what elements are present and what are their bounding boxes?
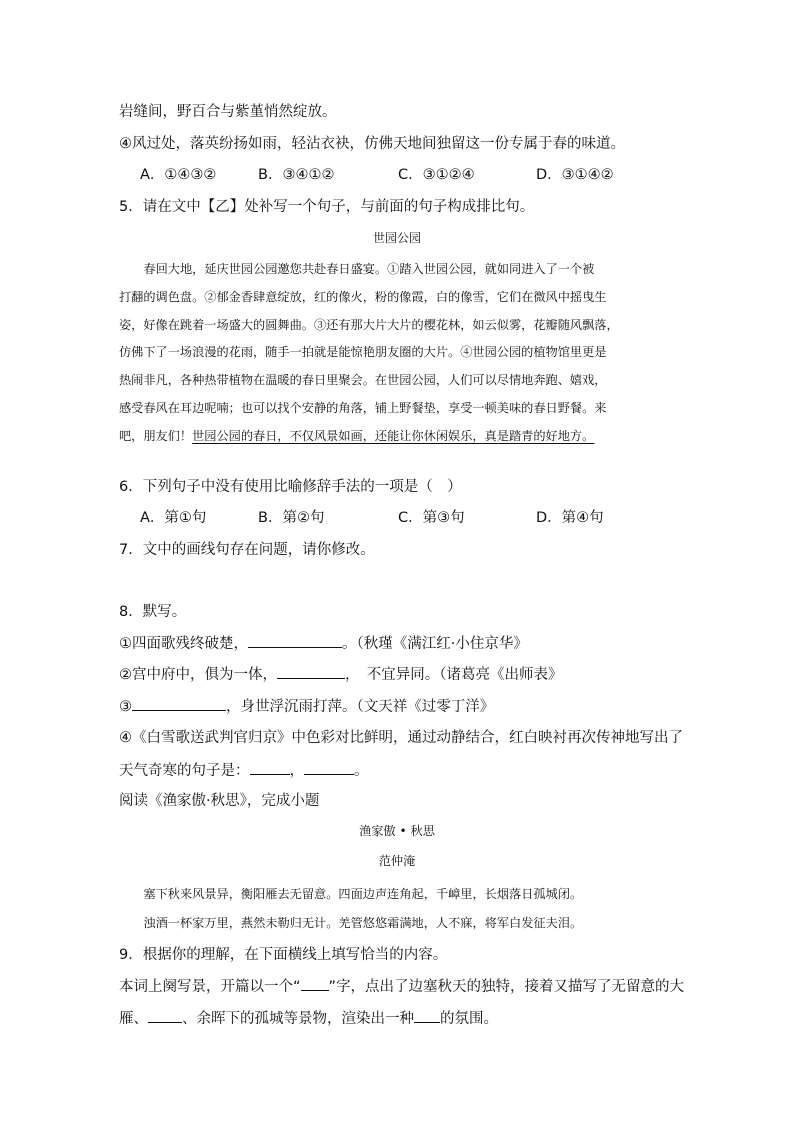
text: ①四面歌残终破楚， [119, 636, 248, 652]
reading-intro: 阅读《渔家傲·秋思》，完成小题 [119, 793, 320, 809]
option-b: B．③④①② [258, 167, 335, 183]
q8-item-a [119, 633, 528, 654]
question-9: 9．根据你的理解，在下面横线上填写恰当的内容。 [119, 947, 448, 963]
text: 本词上阕写景，开篇以一个“ [119, 979, 301, 995]
option-c: C．③①②④ [398, 167, 475, 183]
poem-title: 渔家傲 • 秋思 [359, 824, 435, 838]
question-5: 5．请在文中【乙】处补写一个句子，与前面的句子构成排比句。 [119, 199, 535, 215]
option-a: A．①④③② [140, 167, 217, 183]
text: 的氛围。 [440, 1011, 498, 1027]
question-7: 7．文中的画线句存在问题，请你修改。 [119, 542, 375, 558]
text: 雁、 [119, 1011, 148, 1027]
answer-blank[interactable] [414, 1008, 440, 1023]
answer-blank[interactable] [301, 976, 329, 991]
option-d: D．③①④② [536, 167, 614, 183]
passage-line: 春回大地，延庆世园公园邀您共赴春日盛宴。①踏入世园公园，就如同进入了一个被 [143, 262, 595, 276]
answer-blank[interactable] [248, 633, 342, 648]
poem-author: 范仲淹 [378, 854, 416, 868]
answer-blank[interactable] [277, 664, 345, 679]
passage-line: 打翻的调色盘。②郁金香肆意绽放，红的像火，粉的像霞，白的像雪，它们在微风中摇曳生 [119, 289, 607, 304]
passage-text: 吧，朋友们！ [119, 428, 193, 443]
passage-line [119, 423, 675, 451]
answer-blank[interactable] [148, 1008, 182, 1023]
text: 天气奇寒的句子是： [119, 763, 250, 779]
option-a: A．第①句 [140, 510, 207, 526]
poem-line: 塞下秋来风景异，衡阳雁去无留意。四面边声连角起，千嶂里，长烟落日孤城闭。 [143, 887, 583, 901]
answer-blank[interactable] [250, 760, 290, 775]
passage-line: 热闹非凡，各种热带植物在温暖的春日里聚会。在世园公园，人们可以尽情地奔跑、嬉戏， [119, 373, 607, 388]
text: ， [289, 763, 304, 779]
answer-blank[interactable] [304, 760, 354, 775]
q9-line-1 [119, 976, 684, 997]
option-c: C．第③句 [398, 510, 465, 526]
q8-item-c [119, 696, 494, 717]
text-line: 岩缝间，野百合与紫堇悄然绽放。 [119, 104, 337, 120]
question-8-title: 8．默写。 [119, 604, 187, 620]
passage-body [119, 256, 675, 451]
question-6: 6．下列句子中没有使用比喻修辞手法的一项是（ ） [119, 479, 462, 495]
option-b: B．第②句 [258, 510, 325, 526]
text: 。（秋瑾《满江红·小住京华》 [342, 636, 528, 652]
text: 、余晖下的孤城等景物，渲染出一种 [182, 1011, 414, 1027]
poem-body [119, 880, 675, 938]
passage-line: 姿，好像在跳着一场盛大的圆舞曲。③还有那大片大片的樱花林，如云似雾，花瓣随风飘落， [119, 317, 619, 332]
q8-item-d-cont [119, 760, 369, 781]
text: 。 [354, 763, 369, 779]
option-d: D．第④句 [536, 510, 604, 526]
q8-item-b [119, 664, 563, 685]
passage-line: 感受春风在耳边呢喃；也可以找个安静的角落，铺上野餐垫，享受一顿美味的春日野餐。来 [119, 400, 607, 415]
text: ③ [119, 699, 132, 715]
text: ， 不宜异同。（诸葛亮《出师表》 [345, 667, 563, 683]
q8-item-d: ④《白雪歌送武判官归京》中色彩对比鲜明，通过动静结合，红白映衬再次传神地写出了 [119, 730, 683, 746]
passage-title: 世园公园 [372, 231, 421, 245]
text: ，身世浮沉雨打萍。（文天祥《过零丁洋》 [226, 699, 495, 715]
poem-line: 浊酒一杯家万里，燕然未勒归无计。羌管悠悠霜满地，人不寐，将军白发征夫泪。 [143, 916, 583, 930]
text: ②宫中府中，俱为一体， [119, 667, 277, 683]
q9-line-2 [119, 1008, 498, 1029]
option-item-4: ④风过处，落英纷扬如雨，轻沾衣袂，仿佛天地间独留这一份专属于春的味道。 [119, 136, 625, 152]
underlined-sentence: 世园公园的春日，不仅风景如画，还能让你休闲娱乐，真是踏青的好地方。 [192, 428, 595, 443]
passage-line: 仿佛下了一场浪漫的花雨，随手一拍就是能惊艳朋友圈的大片。④世园公园的植物馆里更是 [119, 345, 607, 360]
answer-blank[interactable] [132, 696, 226, 711]
text: ”字，点出了边塞秋天的独特，接着又描写了无留意的大 [328, 979, 685, 995]
